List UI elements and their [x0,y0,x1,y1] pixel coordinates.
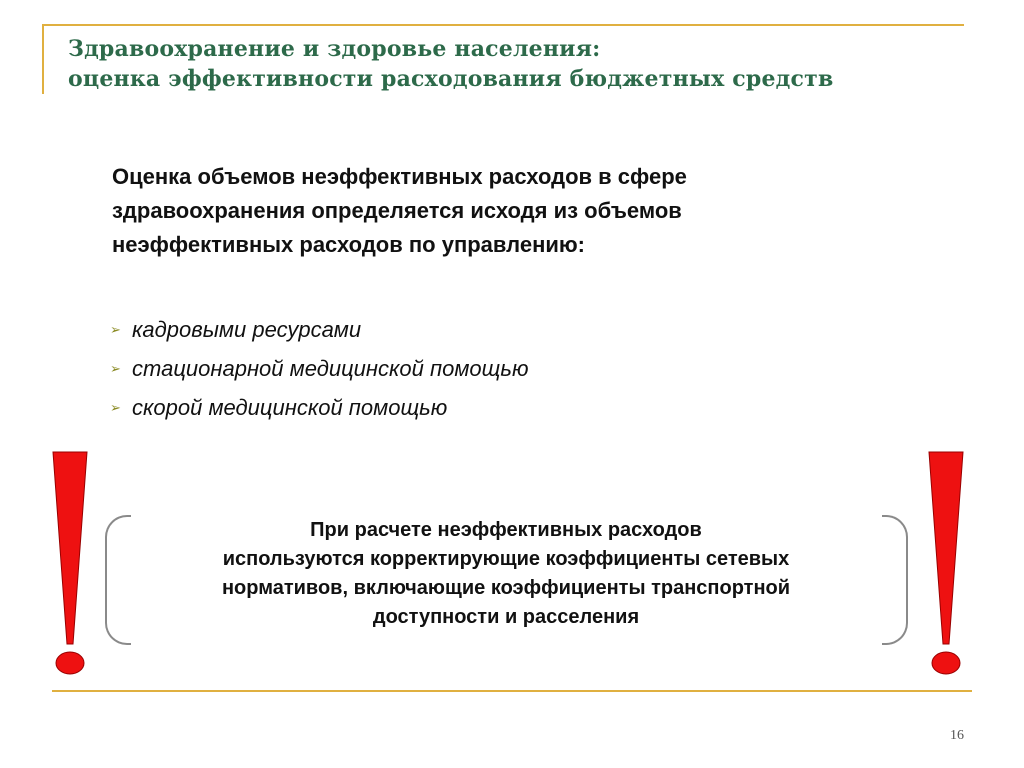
bullet-text: кадровыми ресурсами [132,317,362,342]
bullet-text: стационарной медицинской помощью [132,356,529,381]
page-number: 16 [950,728,964,743]
bullet-text: скорой медицинской помощью [132,395,448,420]
note-line-1: При расчете неэффективных расходов [310,519,702,541]
bullet-list [110,310,528,427]
intro-line-2: здравоохранения определяется исходя из объемов [112,198,682,223]
top-divider [42,24,964,26]
slide-title [68,34,833,94]
left-bracket [105,515,131,645]
right-bracket [882,515,908,645]
arrow-bullet-icon: ➢ [110,322,121,337]
note-line-3: нормативов, включающие коэффициенты транспортной [221,577,791,599]
exclamation-mark-icon [926,450,966,680]
list-item [110,388,528,427]
title-line-1: Здравоохранение и здоровье населения: [68,36,601,62]
arrow-bullet-icon: ➢ [110,361,121,376]
exclamation-mark-icon [50,450,90,680]
title-line-2: оценка эффективности расходования бюджетных средств [68,66,834,92]
intro-line-3: неэффективных расходов по управлению: [112,232,585,257]
intro-paragraph [112,160,872,262]
intro-line-1: Оценка объемов неэффективных расходов в сфере [112,164,687,189]
callout-note [130,516,882,632]
bottom-divider [52,690,972,692]
list-item [110,349,528,388]
note-line-4: доступности и расселения [372,606,640,628]
list-item [110,310,528,349]
note-line-2: используются корректирующие коэффициенты сетевых [222,548,790,570]
left-divider [42,24,44,94]
arrow-bullet-icon: ➢ [110,400,121,415]
